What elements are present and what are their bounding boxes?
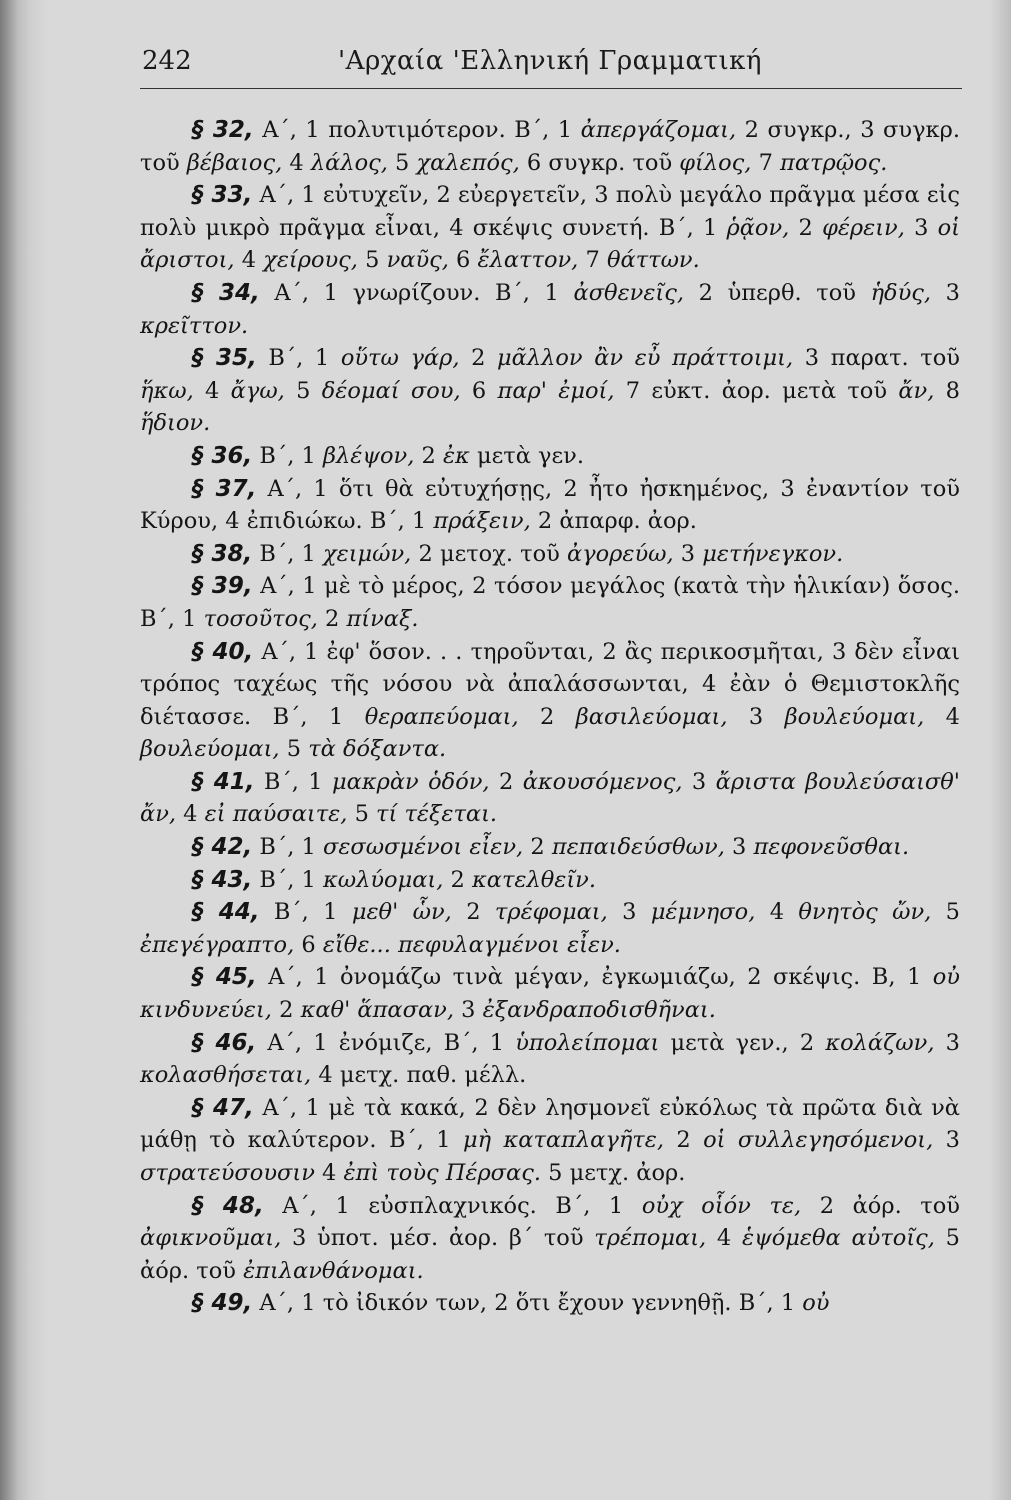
gloss-text: Α΄, 1 ὅτι θὰ εὐτυχήσῃς, 2 ἦτο ἠσκημένος, 3 ἐναντίον τοῦ Κύρου, 4 ἐπιδιώκω. Β΄, 1	[140, 475, 960, 535]
italic-form: οὐ κινδυνεύει,	[140, 964, 960, 1024]
page-header	[140, 40, 960, 86]
italic-form: πεφονεῦσθαι.	[753, 834, 910, 861]
gloss-text: 3 παρατ. τοῦ	[793, 345, 960, 372]
section-number: § 49,	[192, 1290, 253, 1317]
italic-form: κατελθεῖν.	[472, 866, 597, 893]
italic-form: χειμών,	[322, 540, 412, 567]
italic-form: τρέφομαι,	[494, 899, 608, 926]
italic-form: φέρειν,	[822, 214, 905, 241]
italic-form: στρατεύσουσιν	[140, 1160, 315, 1186]
gloss-text: 3	[931, 279, 960, 306]
gloss-text: 7	[578, 247, 607, 274]
gloss-text: 3	[673, 540, 703, 567]
gloss-text: 3	[933, 1127, 960, 1154]
answer-key-text	[140, 114, 960, 1320]
gloss-text: 2 συγκρ., 3 συγκρ. τοῦ	[140, 117, 960, 176]
italic-form: κρεῖττον.	[140, 312, 249, 339]
section-paragraph	[140, 1027, 960, 1092]
gloss-text: 2	[271, 997, 301, 1024]
italic-form: δέομαί σου,	[321, 377, 461, 404]
italic-form: ἐπιλανθάνομαι.	[243, 1257, 424, 1284]
gloss-text: 4 μετχ. παθ. μέλλ.	[311, 1062, 527, 1089]
gloss-text: 4	[234, 247, 264, 274]
gloss-text: 4	[755, 899, 799, 926]
italic-form: ἀγορεύω,	[566, 540, 674, 567]
gloss-text: 2 μετοχ. τοῦ	[411, 540, 567, 567]
gloss-text: 2	[317, 605, 347, 632]
italic-form: εἰ παύσαιτε,	[204, 801, 348, 828]
section-number: § 39,	[192, 573, 253, 600]
italic-form: τὰ δόξαντα.	[308, 736, 447, 763]
italic-form: οἱ συλλεγησόμενοι,	[703, 1127, 934, 1154]
gloss-text: 3	[934, 1029, 960, 1056]
italic-form: βουλεύομαι,	[784, 703, 925, 730]
section-paragraph	[140, 1287, 960, 1320]
gloss-text: 5 ἀόρ. τοῦ	[140, 1225, 960, 1284]
section-number: § 41,	[192, 768, 255, 795]
gloss-text: 2	[789, 214, 823, 241]
italic-form: ἀσθενεῖς,	[573, 279, 685, 306]
italic-form: ἄγω,	[230, 377, 285, 404]
section-paragraph	[140, 766, 960, 831]
section-number: § 45,	[192, 964, 257, 991]
gloss-text: μετὰ γεν., 2	[659, 1029, 826, 1056]
section-number: § 35,	[192, 345, 257, 372]
italic-form: ἡδύς,	[870, 279, 932, 306]
gloss-text: 2 ἀπαρφ. ἀορ.	[530, 508, 697, 535]
italic-form: βλέψον,	[322, 442, 415, 469]
gloss-text: μετὰ γεν.	[469, 442, 584, 469]
gloss-text: 5	[387, 149, 417, 176]
italic-form: θάττων.	[606, 247, 700, 274]
italic-form: κολασθήσεται,	[140, 1062, 312, 1089]
italic-form: μὴ καταπλαγῆτε,	[463, 1127, 664, 1154]
gloss-text: 3	[904, 214, 938, 241]
italic-form: ἄν,	[898, 377, 935, 404]
gloss-text: 2	[523, 834, 552, 861]
gloss-text: 4	[282, 149, 311, 176]
section-paragraph	[140, 538, 960, 571]
gloss-text: 4	[706, 1225, 743, 1252]
gloss-text: 8	[934, 377, 960, 404]
italic-form: οἱ ἄριστοι,	[140, 214, 961, 274]
gloss-text: Α΄, 1 πολυτιμότερον. Β΄, 1	[253, 117, 581, 143]
gloss-text: Β΄, 1	[252, 442, 323, 469]
gloss-text: 3 ὑποτ. μέσ. ἀορ. β΄ τοῦ	[281, 1225, 595, 1252]
gloss-text: Α΄, 1 ἐνόμιζε, Β΄, 1	[256, 1029, 516, 1056]
gloss-text: 3	[727, 703, 785, 730]
italic-form: πατρῷος.	[780, 149, 888, 176]
page-number: 242	[142, 46, 192, 76]
italic-form: τί τέξεται.	[376, 801, 498, 828]
italic-form: κωλύομαι,	[322, 866, 444, 893]
section-paragraph	[140, 114, 960, 179]
section-paragraph	[140, 961, 960, 1026]
gloss-text: 5	[347, 801, 377, 828]
italic-form: ναῦς,	[386, 247, 449, 274]
italic-form: ἐπὶ τοὺς Πέρσας.	[343, 1160, 541, 1186]
gloss-text: 3	[607, 899, 651, 926]
italic-form: πίναξ.	[346, 605, 419, 632]
italic-form: τοσοῦτος,	[203, 605, 318, 632]
gloss-text: 4	[924, 703, 960, 730]
gloss-text: Α΄, 1 γνωρίζουν. Β΄, 1	[259, 279, 574, 306]
page-right-edge	[989, 0, 1011, 1500]
section-number: § 40,	[192, 638, 254, 665]
gloss-text: 7 εὐκτ. ἀορ. μετὰ τοῦ	[614, 377, 899, 404]
section-number: § 43,	[192, 866, 253, 893]
italic-form: παρ' ἐμοί,	[497, 377, 615, 404]
gloss-text: 4	[193, 377, 231, 404]
section-number: § 37,	[192, 475, 257, 502]
gloss-text: Α΄, 1 ἐφ' ὅσον. . . τηροῦνται, 2 ἂς περικοσμῆται, 3 δὲν εἶναι τρόπος ταχέως τῆς νόσου νὰ ἀπαλάσσωνται, 4 ἐὰν ὁ Θεμιστοκλῆς διέτασσε. Β΄, 1	[140, 638, 960, 730]
gloss-text: 5 μετχ. ἀορ.	[541, 1160, 686, 1186]
gloss-text: Β΄, 1	[252, 866, 323, 893]
section-paragraph	[140, 277, 960, 342]
italic-form: βέβαιος,	[186, 149, 283, 176]
gloss-text: 6	[460, 377, 498, 404]
italic-form: ἐπεγέγραπτο,	[140, 931, 295, 958]
gloss-text: Β΄, 1	[252, 834, 323, 861]
gloss-text: Α΄, 1 μὲ τὸ μέρος, 2 τόσον μεγάλος (κατὰ τὴν ἡλικίαν) ὅσος. Β΄, 1	[140, 573, 960, 632]
italic-form: ἐκ	[442, 442, 470, 469]
italic-form: ἥδιον.	[140, 410, 211, 437]
gloss-text: 6	[294, 931, 323, 958]
gloss-text: 7	[751, 149, 781, 176]
italic-form: θνητὸς ὤν,	[798, 899, 932, 926]
italic-form: ἐξανδραποδισθῆναι.	[482, 997, 716, 1024]
italic-form: ἄριστα βουλεύσαισθ' ἄν,	[140, 768, 960, 828]
section-paragraph	[140, 864, 960, 897]
italic-form: ἥκω,	[140, 377, 194, 404]
section-number: § 33,	[192, 182, 253, 209]
italic-form: σεσωσμένοι εἶεν,	[322, 834, 524, 861]
section-number: § 42,	[192, 834, 253, 861]
italic-form: χαλεπός,	[416, 149, 520, 176]
gloss-text: 2	[518, 703, 576, 730]
section-number: § 38,	[192, 540, 253, 567]
gloss-text: Β΄, 1	[259, 899, 352, 926]
italic-form: ἀφικνοῦμαι,	[140, 1225, 282, 1252]
section-paragraph	[140, 636, 960, 766]
section-paragraph	[140, 570, 960, 635]
italic-form: κολάζων,	[825, 1029, 935, 1056]
italic-form: καθ' ἅπασαν,	[300, 997, 454, 1024]
italic-form: θεραπεύομαι,	[364, 703, 519, 730]
italic-form: ἀπεργάζομαι,	[580, 117, 737, 143]
gloss-text: Α΄, 1 τὸ ἰδικόν των, 2 ὅτι ἔχουν γεννηθῇ. Β΄, 1	[252, 1290, 803, 1317]
gloss-text: 2	[459, 345, 498, 372]
italic-form: μέμνησο,	[650, 899, 756, 926]
gloss-text: 2 ὑπερθ. τοῦ	[684, 279, 871, 306]
italic-form: οὐ	[802, 1290, 830, 1317]
italic-form: λάλος,	[310, 149, 388, 176]
section-number: § 46,	[192, 1029, 257, 1056]
italic-form: μετήνεγκον.	[702, 540, 844, 567]
gloss-text: 5	[284, 377, 322, 404]
gloss-text: 2	[489, 768, 523, 795]
gloss-text: 2	[414, 442, 443, 469]
gloss-text: 4	[176, 801, 205, 828]
gloss-text: Α΄, 1 ὀνομάζω τινὰ μέγαν, ἐγκωμιάζω, 2 σκέψις. Β, 1	[256, 964, 933, 991]
italic-form: ῥᾷον,	[726, 214, 790, 241]
gloss-text: Β΄, 1	[252, 540, 323, 567]
italic-form: μακρὰν ὁδόν,	[332, 768, 490, 795]
section-number: § 44,	[192, 899, 260, 926]
page-binding-edge	[0, 0, 48, 1500]
italic-form: ἔλαττον,	[477, 247, 579, 274]
section-paragraph	[140, 896, 960, 961]
gloss-text: 6	[448, 247, 478, 274]
gloss-text: 2	[663, 1127, 704, 1154]
italic-form: οὕτω γάρ,	[340, 345, 460, 372]
italic-form: μεθ' ὧν,	[351, 899, 452, 926]
section-number: § 34,	[192, 279, 260, 306]
section-paragraph	[140, 1190, 960, 1288]
section-paragraph	[140, 473, 960, 538]
italic-form: πράξειν,	[433, 508, 531, 535]
italic-form: μᾶλλον ἂν εὖ πράττοιμι,	[497, 345, 794, 372]
italic-form: βουλεύομαι,	[140, 736, 280, 763]
gloss-text: Α΄, 1 μὲ τὰ κακά, 2 δὲν λησμονεῖ εὐκόλως τὰ πρῶτα διὰ νὰ μάθῃ τὸ καλύτερον. Β΄, 1	[140, 1094, 960, 1154]
gloss-text: 5	[931, 899, 960, 926]
gloss-text: 6 συγκρ. τοῦ	[519, 149, 680, 176]
gloss-text: Α΄, 1 εὐτυχεῖν, 2 εὐεργετεῖν, 3 πολὺ μεγάλο πρᾶγμα μέσα εἰς πολὺ μικρὸ πρᾶγμα εἶναι, 4 σκέψις συνετή. Β΄, 1	[140, 182, 960, 241]
section-number: § 48,	[192, 1192, 264, 1219]
section-number: § 32,	[192, 117, 254, 143]
italic-form: ὑπολείπομαι	[515, 1029, 660, 1056]
running-title: 'Αρχαία 'Ελληνική Γραμματική	[338, 46, 762, 76]
gloss-text: 3	[724, 834, 754, 861]
gloss-text: Α΄, 1 εὐσπλαχνικός. Β΄, 1	[263, 1192, 642, 1219]
italic-form: εἴθε... πεφυλαγμένοι εἶεν.	[322, 931, 621, 958]
section-paragraph	[140, 342, 960, 440]
italic-form: βασιλεύομαι,	[575, 703, 728, 730]
section-number: § 36,	[192, 442, 253, 469]
gloss-text: Β΄, 1	[256, 345, 341, 372]
gloss-text: Β΄, 1	[254, 768, 333, 795]
section-paragraph	[140, 179, 960, 277]
gloss-text: 2	[451, 899, 495, 926]
gloss-text: 5	[279, 736, 309, 763]
section-number: § 47,	[192, 1094, 254, 1121]
header-rule	[140, 88, 962, 89]
section-paragraph	[140, 440, 960, 473]
gloss-text: 3	[454, 997, 483, 1024]
gloss-text: 2	[443, 866, 472, 893]
italic-form: τρέπομαι,	[594, 1225, 707, 1252]
italic-form: οὐχ οἷόν τε,	[641, 1192, 802, 1219]
italic-form: πεπαιδεύσθων,	[551, 834, 725, 861]
gloss-text: 3	[682, 768, 716, 795]
italic-form: ἀκουσόμενος,	[522, 768, 683, 795]
gloss-text: 2 ἀόρ. τοῦ	[801, 1192, 960, 1219]
gloss-text: 5	[357, 247, 387, 274]
italic-form: ἑψόμεθα αὐτοῖς,	[742, 1225, 935, 1252]
italic-form: χείρους,	[263, 247, 358, 274]
section-paragraph	[140, 831, 960, 864]
gloss-text: 4	[314, 1160, 344, 1186]
italic-form: φίλος,	[679, 149, 752, 176]
section-paragraph	[140, 1092, 960, 1190]
